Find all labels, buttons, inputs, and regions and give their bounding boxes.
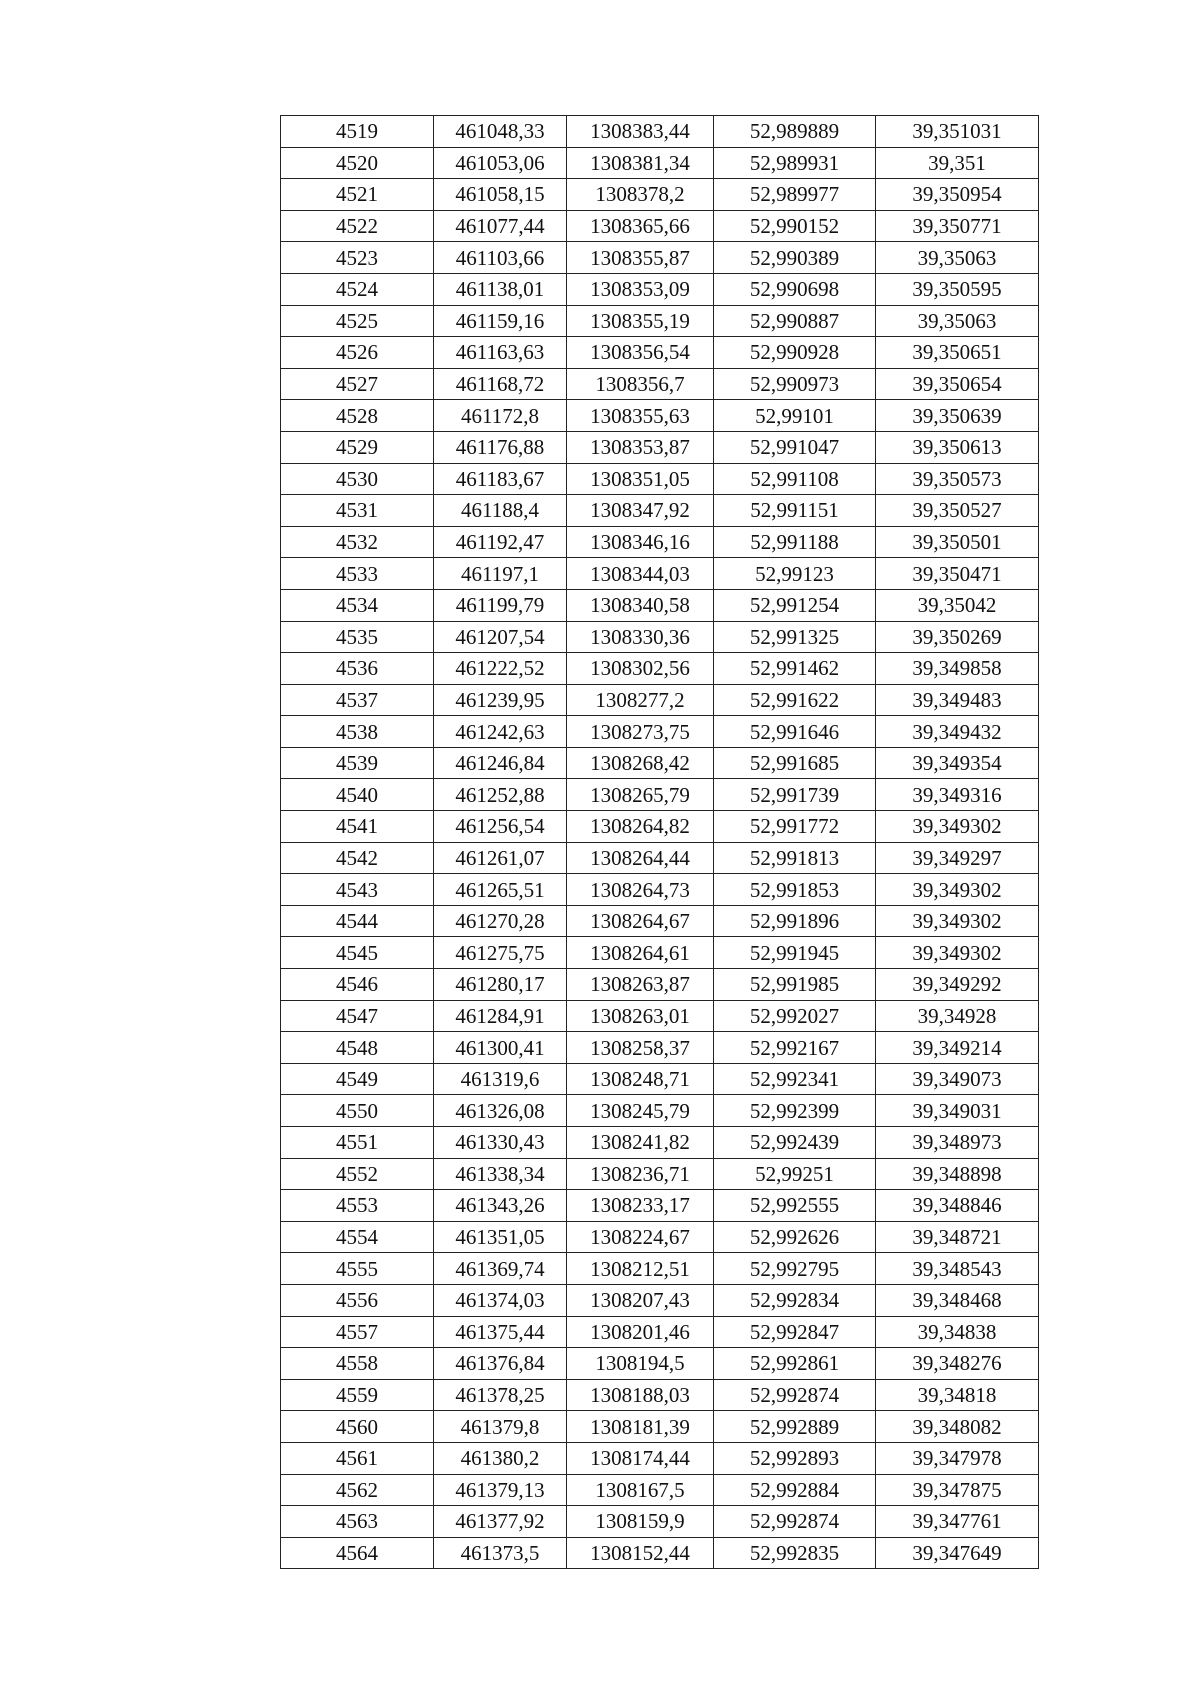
- longitude-cell: 39,349297: [876, 842, 1039, 874]
- x-coordinate-cell: 461163,63: [434, 337, 567, 369]
- latitude-cell: 52,991254: [714, 589, 876, 621]
- x-coordinate-cell: 461176,88: [434, 431, 567, 463]
- latitude-cell: 52,992555: [714, 1190, 876, 1222]
- x-coordinate-cell: 461330,43: [434, 1127, 567, 1159]
- table-row: [281, 1221, 1039, 1253]
- x-coordinate-cell: 461319,6: [434, 1063, 567, 1095]
- point-number-cell: 4550: [281, 1095, 434, 1127]
- y-coordinate-cell: 1308263,87: [567, 969, 714, 1001]
- longitude-cell: 39,350527: [876, 495, 1039, 527]
- y-coordinate-cell: 1308330,36: [567, 621, 714, 653]
- longitude-cell: 39,350595: [876, 273, 1039, 305]
- longitude-cell: 39,348082: [876, 1411, 1039, 1443]
- latitude-cell: 52,991622: [714, 684, 876, 716]
- table-row: [281, 1506, 1039, 1538]
- table-row: [281, 558, 1039, 590]
- point-number-cell: 4553: [281, 1190, 434, 1222]
- table-row: [281, 905, 1039, 937]
- latitude-cell: 52,991772: [714, 811, 876, 843]
- x-coordinate-cell: 461270,28: [434, 905, 567, 937]
- y-coordinate-cell: 1308245,79: [567, 1095, 714, 1127]
- table-row: [281, 1190, 1039, 1222]
- latitude-cell: 52,99101: [714, 400, 876, 432]
- x-coordinate-cell: 461380,2: [434, 1442, 567, 1474]
- longitude-cell: 39,349858: [876, 653, 1039, 685]
- point-number-cell: 4555: [281, 1253, 434, 1285]
- latitude-cell: 52,990973: [714, 368, 876, 400]
- longitude-cell: 39,348973: [876, 1127, 1039, 1159]
- x-coordinate-cell: 461172,8: [434, 400, 567, 432]
- x-coordinate-cell: 461077,44: [434, 210, 567, 242]
- table-row: [281, 147, 1039, 179]
- longitude-cell: 39,349302: [876, 811, 1039, 843]
- y-coordinate-cell: 1308344,03: [567, 558, 714, 590]
- point-number-cell: 4545: [281, 937, 434, 969]
- latitude-cell: 52,992834: [714, 1284, 876, 1316]
- y-coordinate-cell: 1308378,2: [567, 179, 714, 211]
- x-coordinate-cell: 461369,74: [434, 1253, 567, 1285]
- table-row: [281, 210, 1039, 242]
- table-row: [281, 1063, 1039, 1095]
- x-coordinate-cell: 461377,92: [434, 1506, 567, 1538]
- x-coordinate-cell: 461373,5: [434, 1537, 567, 1569]
- point-number-cell: 4530: [281, 463, 434, 495]
- latitude-cell: 52,991896: [714, 905, 876, 937]
- table-row: [281, 1095, 1039, 1127]
- y-coordinate-cell: 1308224,67: [567, 1221, 714, 1253]
- y-coordinate-cell: 1308265,79: [567, 779, 714, 811]
- latitude-cell: 52,991047: [714, 431, 876, 463]
- longitude-cell: 39,34838: [876, 1316, 1039, 1348]
- point-number-cell: 4554: [281, 1221, 434, 1253]
- point-number-cell: 4552: [281, 1158, 434, 1190]
- latitude-cell: 52,991188: [714, 526, 876, 558]
- longitude-cell: 39,35042: [876, 589, 1039, 621]
- y-coordinate-cell: 1308381,34: [567, 147, 714, 179]
- longitude-cell: 39,350269: [876, 621, 1039, 653]
- point-number-cell: 4546: [281, 969, 434, 1001]
- table-row: [281, 1442, 1039, 1474]
- y-coordinate-cell: 1308152,44: [567, 1537, 714, 1569]
- y-coordinate-cell: 1308167,5: [567, 1474, 714, 1506]
- x-coordinate-cell: 461197,1: [434, 558, 567, 590]
- x-coordinate-cell: 461343,26: [434, 1190, 567, 1222]
- point-number-cell: 4531: [281, 495, 434, 527]
- y-coordinate-cell: 1308263,01: [567, 1000, 714, 1032]
- table-row: [281, 747, 1039, 779]
- latitude-cell: 52,992795: [714, 1253, 876, 1285]
- longitude-cell: 39,348898: [876, 1158, 1039, 1190]
- point-number-cell: 4543: [281, 874, 434, 906]
- longitude-cell: 39,347875: [876, 1474, 1039, 1506]
- table-row: [281, 969, 1039, 1001]
- point-number-cell: 4548: [281, 1032, 434, 1064]
- y-coordinate-cell: 1308264,73: [567, 874, 714, 906]
- point-number-cell: 4519: [281, 116, 434, 148]
- longitude-cell: 39,348276: [876, 1348, 1039, 1380]
- longitude-cell: 39,350954: [876, 179, 1039, 211]
- latitude-cell: 52,992874: [714, 1506, 876, 1538]
- y-coordinate-cell: 1308194,5: [567, 1348, 714, 1380]
- x-coordinate-cell: 461192,47: [434, 526, 567, 558]
- point-number-cell: 4532: [281, 526, 434, 558]
- latitude-cell: 52,992835: [714, 1537, 876, 1569]
- x-coordinate-cell: 461275,75: [434, 937, 567, 969]
- table-row: [281, 1158, 1039, 1190]
- point-number-cell: 4524: [281, 273, 434, 305]
- y-coordinate-cell: 1308236,71: [567, 1158, 714, 1190]
- table-row: [281, 1316, 1039, 1348]
- table-row: [281, 621, 1039, 653]
- point-number-cell: 4547: [281, 1000, 434, 1032]
- longitude-cell: 39,347649: [876, 1537, 1039, 1569]
- point-number-cell: 4537: [281, 684, 434, 716]
- point-number-cell: 4526: [281, 337, 434, 369]
- latitude-cell: 52,990389: [714, 242, 876, 274]
- x-coordinate-cell: 461375,44: [434, 1316, 567, 1348]
- table-row: [281, 874, 1039, 906]
- table-row: [281, 1253, 1039, 1285]
- y-coordinate-cell: 1308207,43: [567, 1284, 714, 1316]
- point-number-cell: 4551: [281, 1127, 434, 1159]
- table-row: [281, 179, 1039, 211]
- y-coordinate-cell: 1308340,58: [567, 589, 714, 621]
- latitude-cell: 52,990887: [714, 305, 876, 337]
- x-coordinate-cell: 461168,72: [434, 368, 567, 400]
- point-number-cell: 4556: [281, 1284, 434, 1316]
- y-coordinate-cell: 1308356,7: [567, 368, 714, 400]
- longitude-cell: 39,350654: [876, 368, 1039, 400]
- longitude-cell: 39,348846: [876, 1190, 1039, 1222]
- y-coordinate-cell: 1308356,54: [567, 337, 714, 369]
- longitude-cell: 39,349073: [876, 1063, 1039, 1095]
- x-coordinate-cell: 461138,01: [434, 273, 567, 305]
- x-coordinate-cell: 461246,84: [434, 747, 567, 779]
- table-row: [281, 1537, 1039, 1569]
- longitude-cell: 39,348721: [876, 1221, 1039, 1253]
- latitude-cell: 52,991151: [714, 495, 876, 527]
- table-row: [281, 1000, 1039, 1032]
- latitude-cell: 52,991853: [714, 874, 876, 906]
- latitude-cell: 52,992884: [714, 1474, 876, 1506]
- x-coordinate-cell: 461222,52: [434, 653, 567, 685]
- point-number-cell: 4542: [281, 842, 434, 874]
- table-row: [281, 1474, 1039, 1506]
- latitude-cell: 52,991108: [714, 463, 876, 495]
- y-coordinate-cell: 1308264,82: [567, 811, 714, 843]
- y-coordinate-cell: 1308181,39: [567, 1411, 714, 1443]
- x-coordinate-cell: 461252,88: [434, 779, 567, 811]
- point-number-cell: 4536: [281, 653, 434, 685]
- y-coordinate-cell: 1308212,51: [567, 1253, 714, 1285]
- point-number-cell: 4523: [281, 242, 434, 274]
- table-row: [281, 368, 1039, 400]
- table-row: [281, 242, 1039, 274]
- y-coordinate-cell: 1308355,19: [567, 305, 714, 337]
- x-coordinate-cell: 461376,84: [434, 1348, 567, 1380]
- table-row: [281, 1284, 1039, 1316]
- y-coordinate-cell: 1308264,61: [567, 937, 714, 969]
- x-coordinate-cell: 461239,95: [434, 684, 567, 716]
- table-row: [281, 842, 1039, 874]
- point-number-cell: 4522: [281, 210, 434, 242]
- latitude-cell: 52,992167: [714, 1032, 876, 1064]
- y-coordinate-cell: 1308248,71: [567, 1063, 714, 1095]
- x-coordinate-cell: 461242,63: [434, 716, 567, 748]
- x-coordinate-cell: 461374,03: [434, 1284, 567, 1316]
- x-coordinate-cell: 461159,16: [434, 305, 567, 337]
- y-coordinate-cell: 1308201,46: [567, 1316, 714, 1348]
- point-number-cell: 4533: [281, 558, 434, 590]
- point-number-cell: 4544: [281, 905, 434, 937]
- y-coordinate-cell: 1308277,2: [567, 684, 714, 716]
- table-row: [281, 716, 1039, 748]
- y-coordinate-cell: 1308188,03: [567, 1379, 714, 1411]
- y-coordinate-cell: 1308159,9: [567, 1506, 714, 1538]
- y-coordinate-cell: 1308273,75: [567, 716, 714, 748]
- x-coordinate-cell: 461300,41: [434, 1032, 567, 1064]
- x-coordinate-cell: 461199,79: [434, 589, 567, 621]
- table-row: [281, 1379, 1039, 1411]
- y-coordinate-cell: 1308351,05: [567, 463, 714, 495]
- point-number-cell: 4525: [281, 305, 434, 337]
- latitude-cell: 52,991462: [714, 653, 876, 685]
- longitude-cell: 39,350471: [876, 558, 1039, 590]
- x-coordinate-cell: 461103,66: [434, 242, 567, 274]
- x-coordinate-cell: 461338,34: [434, 1158, 567, 1190]
- y-coordinate-cell: 1308355,87: [567, 242, 714, 274]
- longitude-cell: 39,350613: [876, 431, 1039, 463]
- longitude-cell: 39,35063: [876, 305, 1039, 337]
- longitude-cell: 39,349292: [876, 969, 1039, 1001]
- table-row: [281, 811, 1039, 843]
- latitude-cell: 52,989977: [714, 179, 876, 211]
- table-row: [281, 305, 1039, 337]
- point-number-cell: 4541: [281, 811, 434, 843]
- longitude-cell: 39,349214: [876, 1032, 1039, 1064]
- latitude-cell: 52,992399: [714, 1095, 876, 1127]
- table-row: [281, 779, 1039, 811]
- latitude-cell: 52,990152: [714, 210, 876, 242]
- table-row: [281, 431, 1039, 463]
- table-row: [281, 400, 1039, 432]
- y-coordinate-cell: 1308268,42: [567, 747, 714, 779]
- latitude-cell: 52,992861: [714, 1348, 876, 1380]
- latitude-cell: 52,991813: [714, 842, 876, 874]
- table-row: [281, 684, 1039, 716]
- point-number-cell: 4563: [281, 1506, 434, 1538]
- point-number-cell: 4559: [281, 1379, 434, 1411]
- point-number-cell: 4562: [281, 1474, 434, 1506]
- point-number-cell: 4539: [281, 747, 434, 779]
- y-coordinate-cell: 1308353,87: [567, 431, 714, 463]
- x-coordinate-cell: 461351,05: [434, 1221, 567, 1253]
- y-coordinate-cell: 1308264,44: [567, 842, 714, 874]
- point-number-cell: 4529: [281, 431, 434, 463]
- latitude-cell: 52,991945: [714, 937, 876, 969]
- latitude-cell: 52,99251: [714, 1158, 876, 1190]
- point-number-cell: 4560: [281, 1411, 434, 1443]
- latitude-cell: 52,992889: [714, 1411, 876, 1443]
- table-row: [281, 1411, 1039, 1443]
- longitude-cell: 39,349316: [876, 779, 1039, 811]
- point-number-cell: 4535: [281, 621, 434, 653]
- latitude-cell: 52,992893: [714, 1442, 876, 1474]
- longitude-cell: 39,34928: [876, 1000, 1039, 1032]
- latitude-cell: 52,991325: [714, 621, 876, 653]
- latitude-cell: 52,991646: [714, 716, 876, 748]
- y-coordinate-cell: 1308174,44: [567, 1442, 714, 1474]
- x-coordinate-cell: 461183,67: [434, 463, 567, 495]
- latitude-cell: 52,992874: [714, 1379, 876, 1411]
- longitude-cell: 39,351031: [876, 116, 1039, 148]
- latitude-cell: 52,991739: [714, 779, 876, 811]
- longitude-cell: 39,35063: [876, 242, 1039, 274]
- latitude-cell: 52,992439: [714, 1127, 876, 1159]
- point-number-cell: 4564: [281, 1537, 434, 1569]
- longitude-cell: 39,34818: [876, 1379, 1039, 1411]
- table-row: [281, 937, 1039, 969]
- longitude-cell: 39,349302: [876, 905, 1039, 937]
- point-number-cell: 4528: [281, 400, 434, 432]
- x-coordinate-cell: 461188,4: [434, 495, 567, 527]
- point-number-cell: 4521: [281, 179, 434, 211]
- x-coordinate-cell: 461261,07: [434, 842, 567, 874]
- point-number-cell: 4534: [281, 589, 434, 621]
- latitude-cell: 52,991685: [714, 747, 876, 779]
- longitude-cell: 39,347978: [876, 1442, 1039, 1474]
- longitude-cell: 39,350651: [876, 337, 1039, 369]
- latitude-cell: 52,990698: [714, 273, 876, 305]
- x-coordinate-cell: 461379,8: [434, 1411, 567, 1443]
- y-coordinate-cell: 1308233,17: [567, 1190, 714, 1222]
- latitude-cell: 52,992626: [714, 1221, 876, 1253]
- x-coordinate-cell: 461326,08: [434, 1095, 567, 1127]
- x-coordinate-cell: 461284,91: [434, 1000, 567, 1032]
- x-coordinate-cell: 461058,15: [434, 179, 567, 211]
- x-coordinate-cell: 461256,54: [434, 811, 567, 843]
- point-number-cell: 4520: [281, 147, 434, 179]
- y-coordinate-cell: 1308353,09: [567, 273, 714, 305]
- table-row: [281, 653, 1039, 685]
- longitude-cell: 39,348543: [876, 1253, 1039, 1285]
- latitude-cell: 52,99123: [714, 558, 876, 590]
- table-row: [281, 116, 1039, 148]
- point-number-cell: 4538: [281, 716, 434, 748]
- y-coordinate-cell: 1308355,63: [567, 400, 714, 432]
- x-coordinate-cell: 461048,33: [434, 116, 567, 148]
- table-row: [281, 526, 1039, 558]
- longitude-cell: 39,349354: [876, 747, 1039, 779]
- point-number-cell: 4558: [281, 1348, 434, 1380]
- y-coordinate-cell: 1308264,67: [567, 905, 714, 937]
- table-row: [281, 273, 1039, 305]
- point-number-cell: 4540: [281, 779, 434, 811]
- longitude-cell: 39,350573: [876, 463, 1039, 495]
- longitude-cell: 39,347761: [876, 1506, 1039, 1538]
- longitude-cell: 39,350639: [876, 400, 1039, 432]
- point-number-cell: 4527: [281, 368, 434, 400]
- point-number-cell: 4557: [281, 1316, 434, 1348]
- x-coordinate-cell: 461265,51: [434, 874, 567, 906]
- longitude-cell: 39,349483: [876, 684, 1039, 716]
- table-row: [281, 495, 1039, 527]
- x-coordinate-cell: 461280,17: [434, 969, 567, 1001]
- longitude-cell: 39,349031: [876, 1095, 1039, 1127]
- x-coordinate-cell: 461053,06: [434, 147, 567, 179]
- longitude-cell: 39,350501: [876, 526, 1039, 558]
- y-coordinate-cell: 1308302,56: [567, 653, 714, 685]
- point-number-cell: 4549: [281, 1063, 434, 1095]
- point-number-cell: 4561: [281, 1442, 434, 1474]
- latitude-cell: 52,989931: [714, 147, 876, 179]
- y-coordinate-cell: 1308365,66: [567, 210, 714, 242]
- table-row: [281, 1032, 1039, 1064]
- y-coordinate-cell: 1308241,82: [567, 1127, 714, 1159]
- y-coordinate-cell: 1308346,16: [567, 526, 714, 558]
- latitude-cell: 52,992341: [714, 1063, 876, 1095]
- longitude-cell: 39,349302: [876, 937, 1039, 969]
- latitude-cell: 52,992027: [714, 1000, 876, 1032]
- longitude-cell: 39,349302: [876, 874, 1039, 906]
- latitude-cell: 52,991985: [714, 969, 876, 1001]
- latitude-cell: 52,990928: [714, 337, 876, 369]
- latitude-cell: 52,989889: [714, 116, 876, 148]
- x-coordinate-cell: 461379,13: [434, 1474, 567, 1506]
- longitude-cell: 39,351: [876, 147, 1039, 179]
- table-row: [281, 1348, 1039, 1380]
- y-coordinate-cell: 1308258,37: [567, 1032, 714, 1064]
- coordinates-table: [280, 115, 1039, 1569]
- longitude-cell: 39,350771: [876, 210, 1039, 242]
- longitude-cell: 39,349432: [876, 716, 1039, 748]
- table-row: [281, 589, 1039, 621]
- table-row: [281, 337, 1039, 369]
- y-coordinate-cell: 1308383,44: [567, 116, 714, 148]
- coordinates-table-body: [281, 116, 1039, 1569]
- table-row: [281, 463, 1039, 495]
- x-coordinate-cell: 461378,25: [434, 1379, 567, 1411]
- x-coordinate-cell: 461207,54: [434, 621, 567, 653]
- latitude-cell: 52,992847: [714, 1316, 876, 1348]
- longitude-cell: 39,348468: [876, 1284, 1039, 1316]
- y-coordinate-cell: 1308347,92: [567, 495, 714, 527]
- table-row: [281, 1127, 1039, 1159]
